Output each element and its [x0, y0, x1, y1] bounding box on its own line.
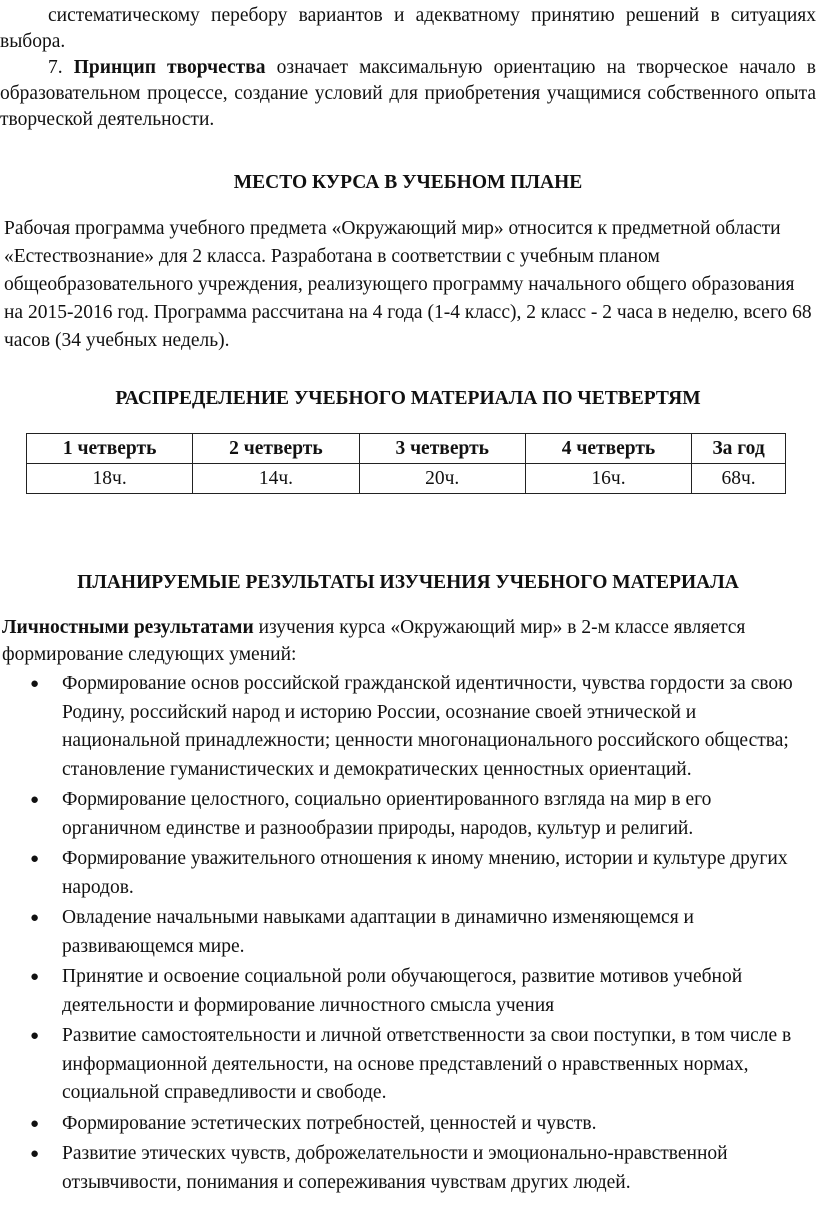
- distribution-heading: РАСПРЕДЕЛЕНИЕ УЧЕБНОГО МАТЕРИАЛА ПО ЧЕТВЕРТЯМ: [115, 388, 701, 409]
- table-cell: 18ч.: [27, 464, 193, 494]
- intro-paragraph: [0, 3, 816, 55]
- table-header-cell: 2 четверть: [193, 434, 359, 464]
- bullet-icon: ●: [30, 1146, 40, 1162]
- table-cell: 14ч.: [193, 464, 359, 494]
- list-item: [0, 963, 816, 1020]
- bullet-icon: ●: [30, 969, 40, 985]
- results-list: [0, 670, 816, 1199]
- intro-section: [0, 3, 816, 133]
- distribution-table: [26, 433, 786, 494]
- table-header-cell: 1 четверть: [27, 434, 193, 464]
- place-heading: МЕСТО КУРСА В УЧЕБНОМ ПЛАНЕ: [233, 172, 583, 193]
- bullet-icon: ●: [30, 910, 40, 926]
- bullet-icon: ●: [30, 1028, 40, 1044]
- results-lead-bold: Личностными результатами: [2, 617, 254, 638]
- table-header-cell: 4 четверть: [525, 434, 691, 464]
- principle-title: Принцип творчества: [73, 57, 266, 78]
- place-paragraph: Рабочая программа учебного предмета «Окружающий мир» относится к предметной области «Естествознание» для 2 класса. Разработана в соответствии с учебным планом общеобразовательного учреждения, реализующего программу начального общего образования на 2015-2016 год. Программа рассчитана на 4 года (1-4 класс), 2 класс - 2 часа в неделю, всего 68 часов (34 учебных недель).: [4, 218, 812, 351]
- principle-paragraph: [0, 55, 816, 133]
- intro-continuation-text: систематическому перебору вариантов и адекватному принятию решений в ситуациях выбора.: [0, 5, 816, 52]
- list-item-text: Принятие и освоение социальной роли обучающегося, развитие мотивов учебной деятельности и формирование личностного смысла учения: [62, 966, 743, 1016]
- list-item-text: Развитие этических чувств, доброжелательности и эмоционально-нравственной отзывчивости, понимания и сопереживания чувствам других людей.: [62, 1143, 728, 1193]
- bullet-icon: ●: [30, 851, 40, 867]
- table-row: [27, 464, 786, 494]
- principle-text: означает максимальную ориентацию на творческое начало в образовательном процессе, создание условий для приобретения учащимися собственного опыта творческой деятельности.: [0, 57, 816, 130]
- list-item-text: Формирование основ российской гражданской идентичности, чувства гордости за свою Родину, российский народ и историю России, осознание своей этнической и национальной принадлежности; ценности многонационального российского общества; становление гуманистических и демократических ценностных ориентаций.: [62, 673, 793, 780]
- list-item: [0, 670, 816, 784]
- list-item: [0, 904, 816, 961]
- principle-number: 7.: [48, 57, 63, 78]
- table-header-row: [27, 434, 786, 464]
- bullet-icon: ●: [30, 1115, 40, 1132]
- results-lead-text: изучения курса «Окружающий мир» в 2-м классе является формирование следующих умений:: [2, 617, 746, 665]
- table-cell: 20ч.: [359, 464, 525, 494]
- table-header-cell: 3 четверть: [359, 434, 525, 464]
- bullet-icon: ●: [30, 676, 40, 692]
- table-cell: 68ч.: [692, 464, 786, 494]
- results-heading: ПЛАНИРУЕМЫЕ РЕЗУЛЬТАТЫ ИЗУЧЕНИЯ УЧЕБНОГО МАТЕРИАЛА: [77, 572, 739, 593]
- list-item: [0, 786, 816, 843]
- table-cell: 16ч.: [525, 464, 691, 494]
- list-item-text: Овладение начальными навыками адаптации в динамично изменяющемся и развивающемся мире.: [62, 907, 694, 957]
- list-item-text: Развитие самостоятельности и личной ответственности за свои поступки, в том числе в информационной деятельности, на основе представлений о нравственных нормах, социальной справедливости и свободе.: [62, 1025, 792, 1103]
- list-item-text: Формирование эстетических потребностей, ценностей и чувств.: [62, 1112, 597, 1134]
- list-item: [0, 845, 816, 902]
- table-header-cell: За год: [692, 434, 786, 464]
- list-item: [0, 1140, 816, 1197]
- list-item-text: Формирование целостного, социально ориентированного взгляда на мир в его органичном единстве и разнообразии природы, народов, культур и религий.: [62, 789, 712, 839]
- list-item: [0, 1022, 816, 1108]
- bullet-icon: ●: [30, 792, 40, 808]
- list-item-text: Формирование уважительного отношения к иному мнению, истории и культуре других народов.: [62, 848, 788, 898]
- results-lead-paragraph: [2, 614, 814, 668]
- list-item: [0, 1110, 816, 1139]
